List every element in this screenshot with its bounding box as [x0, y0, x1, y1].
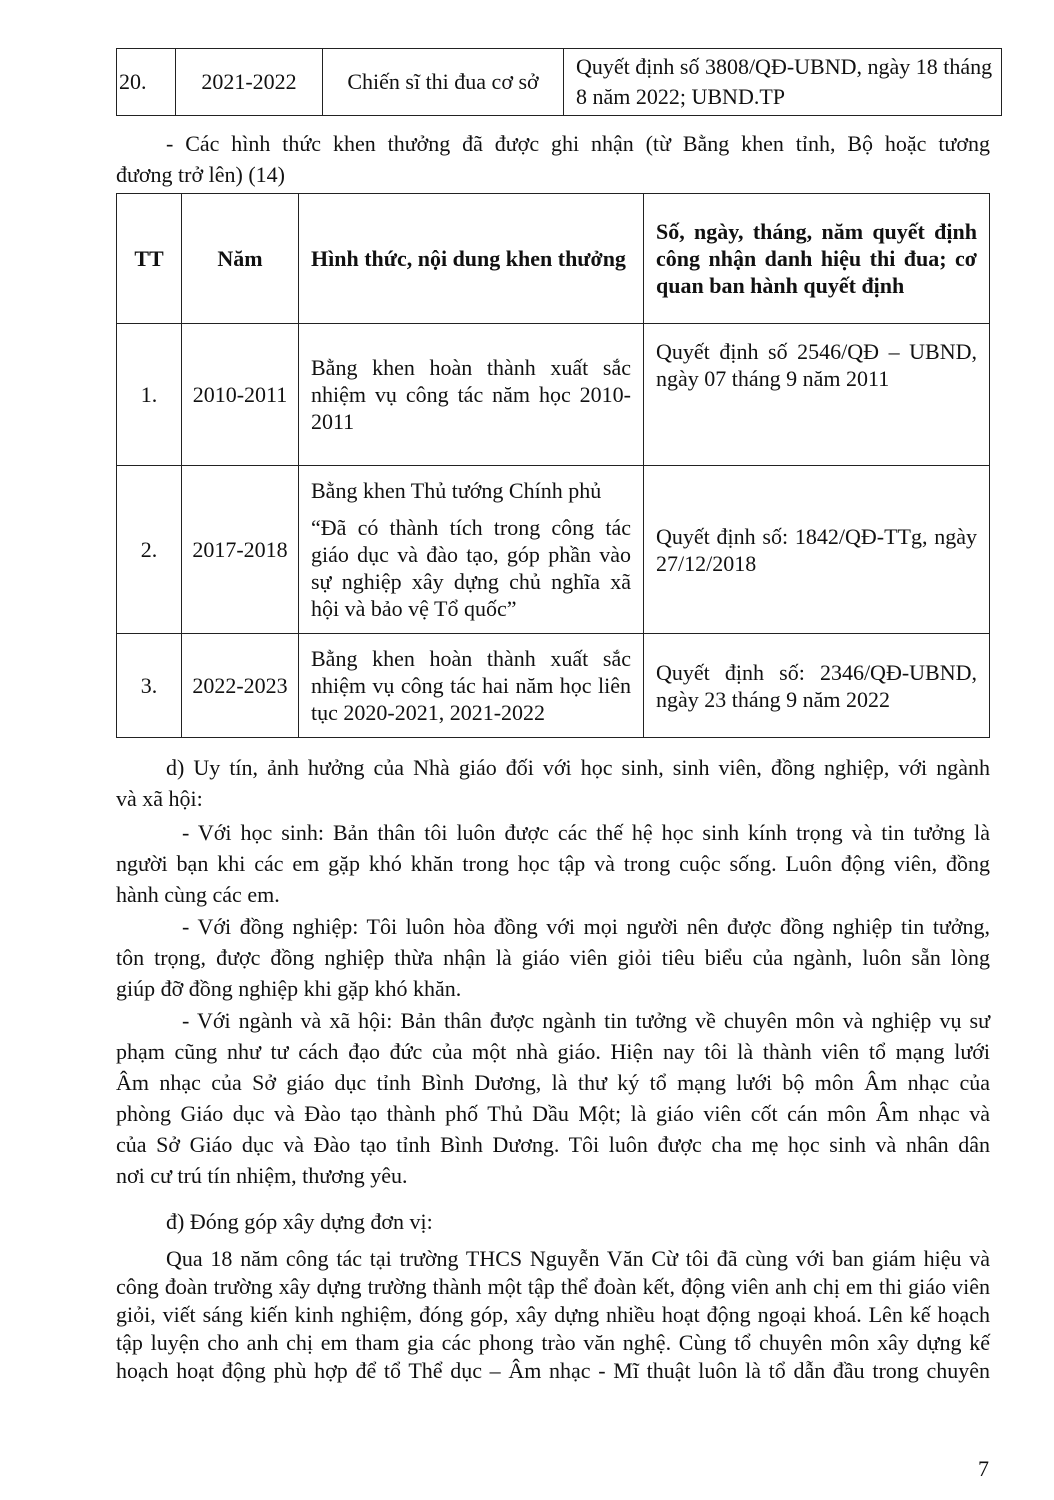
paragraph-line: tập luyện cho anh chị em tham gia các phong trào văn nghệ. Cùng tổ chuyên môn xây dựng kế [116, 1330, 990, 1355]
row-form: Bằng khen hoàn thành xuất sắc nhiệm vụ công tác hai năm học liên tục 2020-2021, 2021-2022 [299, 634, 644, 738]
decision-line: 8 năm 2022; UBND.TP [576, 84, 785, 109]
paragraph-line: của Sở Giáo dục và Đào tạo tỉnh Bình Dương. Tôi luôn được cha mẹ học sinh và nhân dân [116, 1132, 990, 1157]
intro-line: - Các hình thức khen thưởng đã được ghi nhận (từ Bằng khen tỉnh, Bộ hoặc tương [166, 131, 990, 156]
row-decision: Quyết định số: 1842/QĐ-TTg, ngày 27/12/2018 [644, 466, 990, 634]
award-history-table-continued [116, 48, 1002, 116]
paragraph-line: giúp đỡ đồng nghiệp khi gặp khó khăn. [116, 976, 462, 1001]
row-tt: 2. [117, 466, 182, 634]
award-title: Bằng khen Thủ tướng Chính phủ [311, 478, 602, 503]
section-d-society [116, 1005, 990, 1191]
paragraph-line: hành cùng các em. [116, 882, 280, 907]
paragraph-line: phòng Giáo dục và Đào tạo thành phố Thủ Dầu Một; là giáo viên cốt cán môn Âm nhạc và [116, 1101, 990, 1126]
section-line: d) Uy tín, ảnh hưởng của Nhà giáo đối với học sinh, sinh viên, đồng nghiệp, với ngành [166, 755, 990, 780]
table-row [117, 466, 990, 634]
section-d-colleagues [116, 911, 990, 1004]
awards-table [116, 193, 990, 738]
section-d-heading [116, 752, 990, 814]
section-d-students [116, 817, 990, 910]
decision-line: Quyết định số 3808/QĐ-UBND, ngày 18 tháng [576, 54, 993, 79]
row-year: 2010-2011 [182, 324, 299, 466]
table-row [117, 324, 990, 466]
paragraph-line: công đoàn trường xây dựng trường thành một tập thể đoàn kết, động viên anh chị em thi giáo viên [116, 1274, 990, 1299]
section-line: và xã hội: [116, 786, 203, 811]
row-tt: 3. [117, 634, 182, 738]
row-number: 20. [117, 49, 176, 116]
row-decision [564, 49, 1002, 116]
page-number: 7 [978, 1456, 989, 1481]
paragraph-line: Qua 18 năm công tác tại trường THCS Nguyễn Văn Cừ tôi đã cùng với ban giám hiệu và [166, 1246, 990, 1271]
table-row [117, 634, 990, 738]
row-year: 2017-2018 [182, 466, 299, 634]
table-row [117, 49, 1002, 116]
header-tt: TT [117, 194, 182, 324]
paragraph-line: tôn trọng, được đồng nghiệp thừa nhận là giáo viên giỏi tiêu biểu của ngành, luôn sẵn lòng [116, 945, 990, 970]
row-decision: Quyết định số: 2346/QĐ-UBND, ngày 23 tháng 9 năm 2022 [644, 634, 990, 738]
header-decision: Số, ngày, tháng, năm quyết định công nhận danh hiệu thi đua; cơ quan ban hành quyết định [644, 194, 990, 324]
row-title: Chiến sĩ thi đua cơ sở [323, 49, 564, 116]
paragraph-line: - Với học sinh: Bản thân tôi luôn được các thế hệ học sinh kính trọng và tin tưởng là [182, 820, 990, 845]
paragraph-line: người bạn khi các em gặp khó khăn trong học tập và trong cuộc sống. Luôn động viên, đồng [116, 851, 990, 876]
row-year: 2021-2022 [176, 49, 323, 116]
paragraph-line: giỏi, viết sáng kiến kinh nghiệm, đóng góp, xây dựng nhiều hoạt động ngoại khoá. Lên kế hoạch [116, 1302, 990, 1327]
paragraph-line: - Với đồng nghiệp: Tôi luôn hòa đồng với mọi người nên được đồng nghiệp tin tưởng, [182, 914, 990, 939]
section-heading: đ) Đóng góp xây dựng đơn vị: [166, 1209, 433, 1234]
paragraph-line: hoạch hoạt động phù hợp để tổ Thể dục – Âm nhạc - Mĩ thuật luôn là tổ dẫn đầu trong chuyên [116, 1358, 990, 1383]
row-tt: 1. [117, 324, 182, 466]
header-year: Năm [182, 194, 299, 324]
header-form: Hình thức, nội dung khen thưởng [299, 194, 644, 324]
section-dd-heading [116, 1206, 990, 1237]
intro-line: đương trở lên) (14) [116, 162, 285, 187]
row-form: Bằng khen hoàn thành xuất sắc nhiệm vụ công tác năm học 2010-2011 [299, 324, 644, 466]
table-header-row [117, 194, 990, 324]
paragraph-line: - Với ngành và xã hội: Bản thân được ngành tin tưởng về chuyên môn và nghiệp vụ sư [182, 1008, 990, 1033]
section-dd-body [116, 1245, 990, 1385]
row-form [299, 466, 644, 634]
paragraph-line: Âm nhạc của Sở giáo dục tỉnh Bình Dương, là thư ký tổ mạng lưới bộ môn Âm nhạc của [116, 1070, 990, 1095]
paragraph-line: nơi cư trú tín nhiệm, thương yêu. [116, 1163, 408, 1188]
row-year: 2022-2023 [182, 634, 299, 738]
awards-intro [116, 128, 990, 190]
paragraph-line: phạm cũng như tư cách đạo đức của một nhà giáo. Hiện nay tôi là thành viên tổ mạng lưới [116, 1039, 990, 1064]
award-citation: “Đã có thành tích trong công tác giáo dục và đào tạo, góp phần vào sự nghiệp xây dựng chủ nghĩa xã hội và bảo vệ Tổ quốc” [311, 515, 631, 621]
row-decision: Quyết định số 2546/QĐ – UBND, ngày 07 tháng 9 năm 2011 [644, 324, 990, 466]
